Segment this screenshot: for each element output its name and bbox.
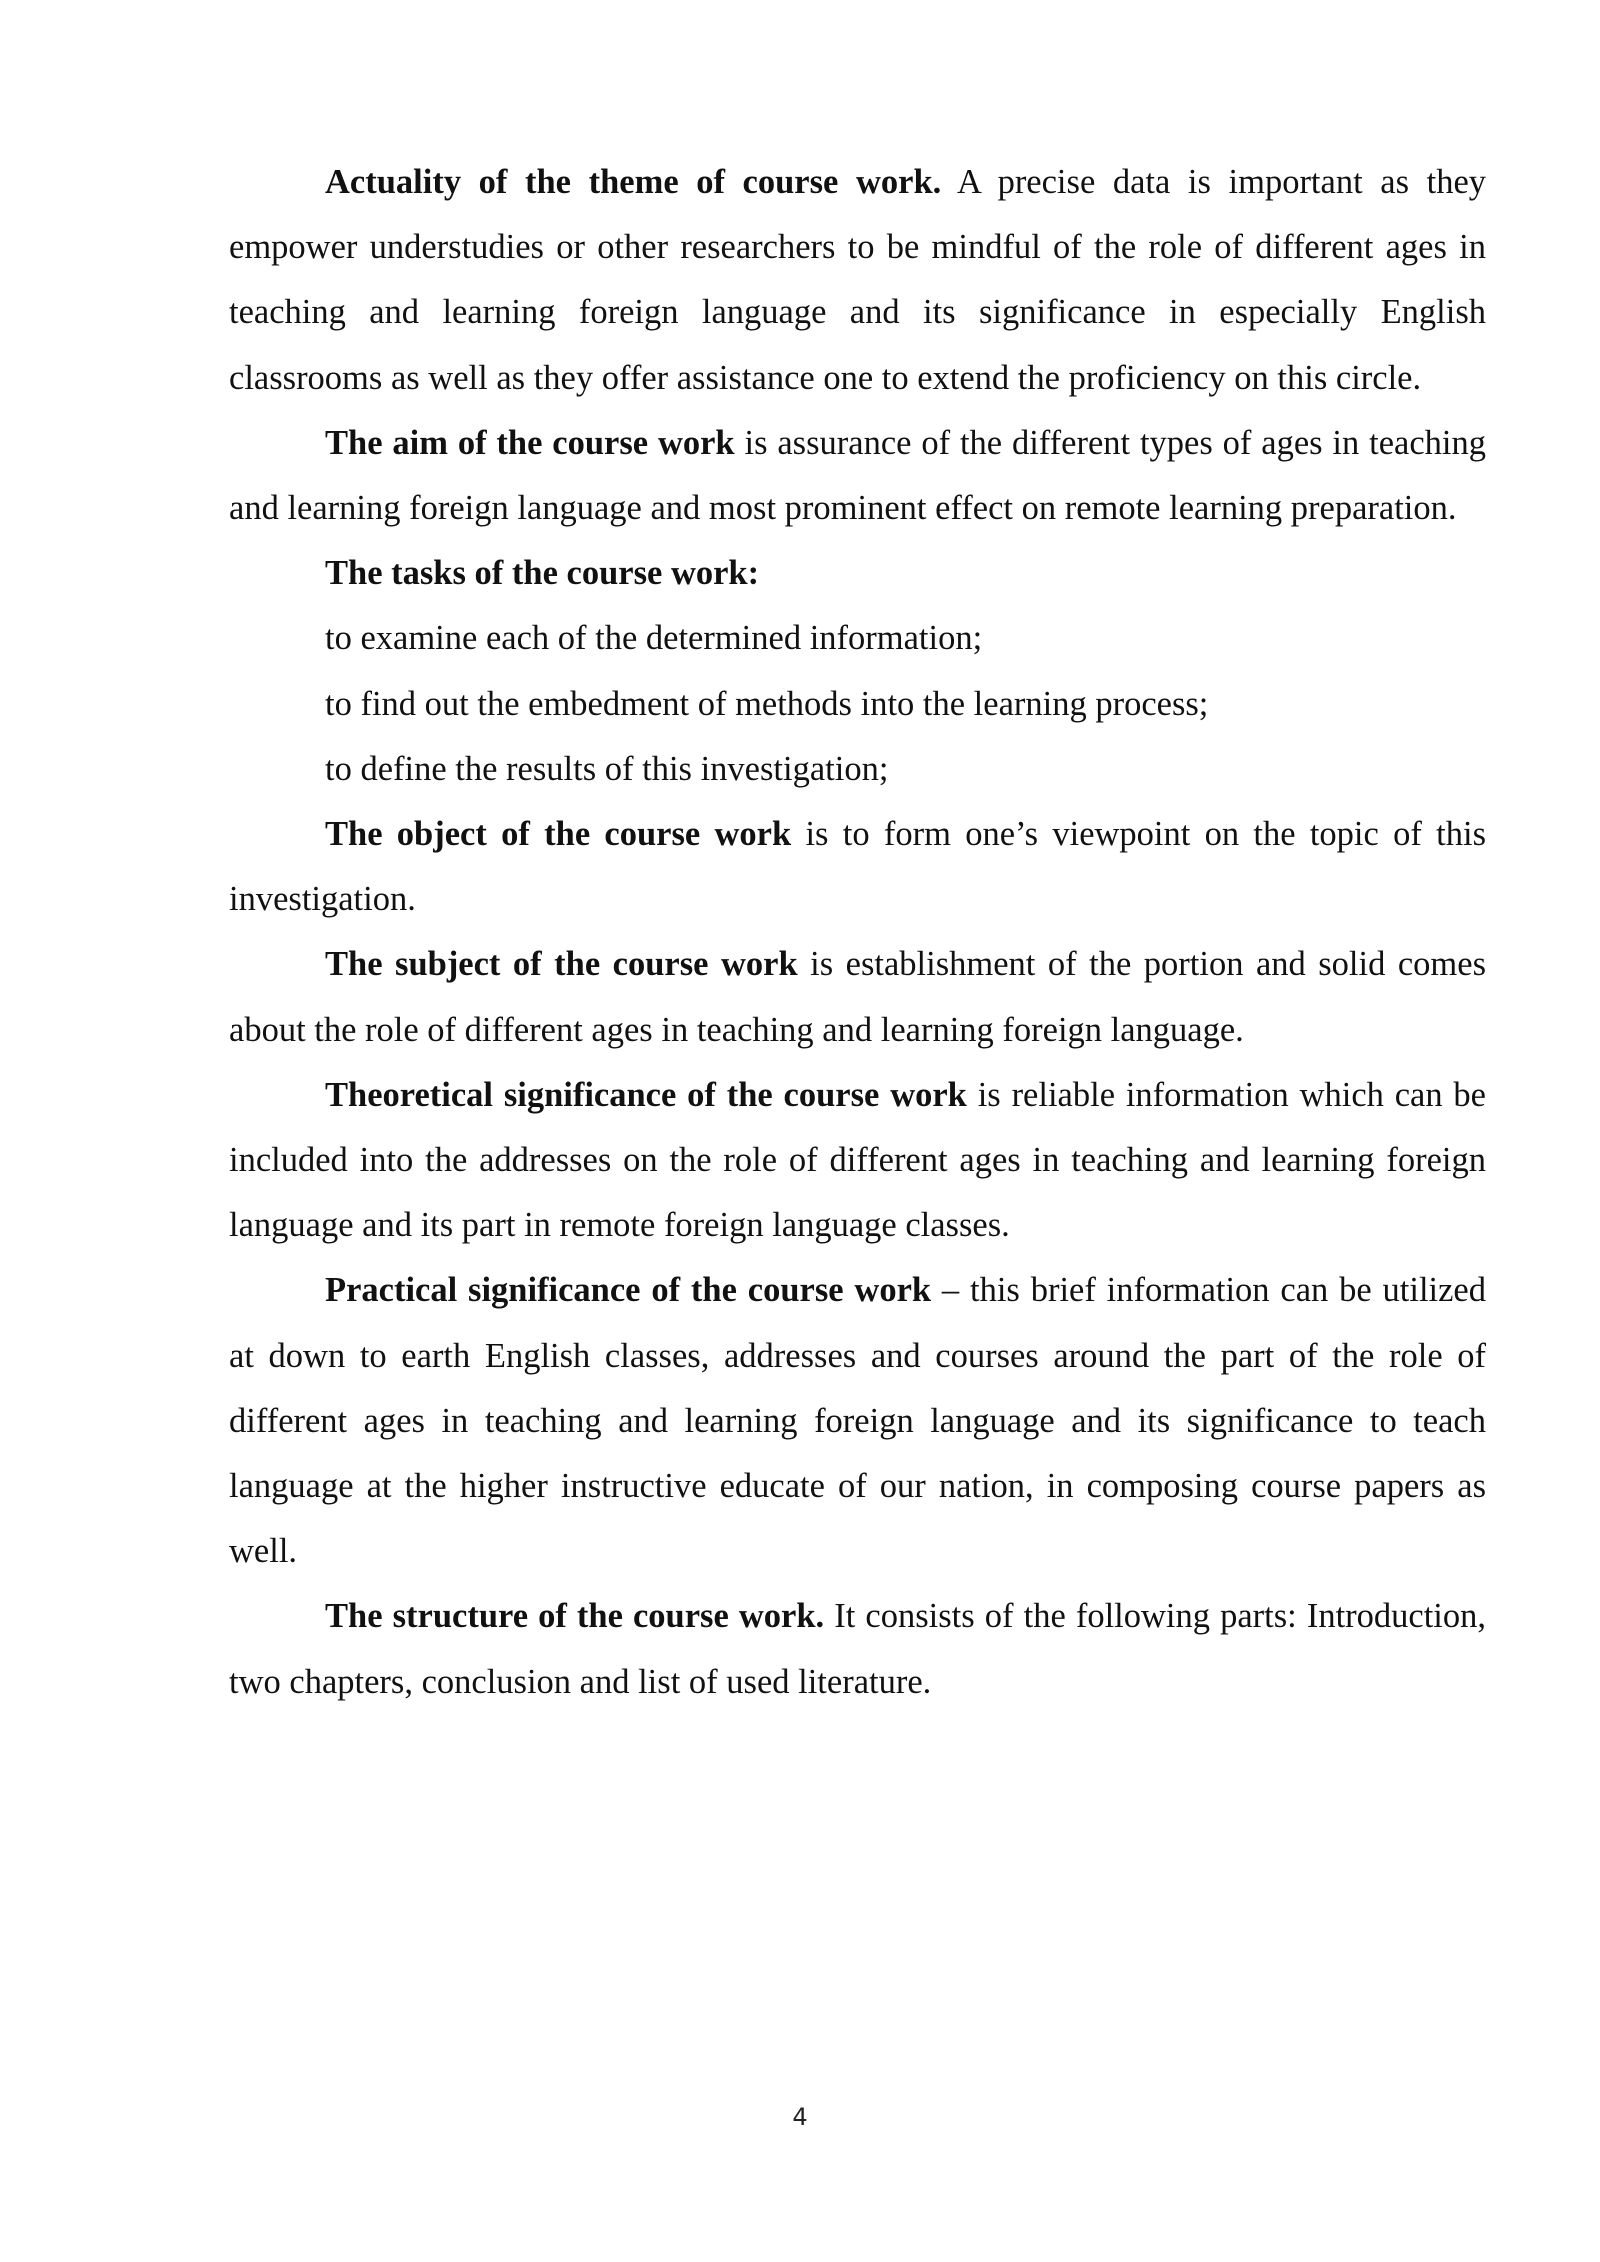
- paragraph-practical-significance: [229, 1258, 1486, 1584]
- paragraph-structure: [229, 1584, 1486, 1714]
- heading-practical-significance: Practical significance of the course work: [325, 1271, 932, 1310]
- heading-aim: The aim of the course work: [325, 423, 735, 462]
- text-actuality: A precise data is important as they empower understudies or other researchers to be mindful of the role of different ages in teaching and learning foreign language and its significance in especially English classrooms as well as they offer assistance one to extend the proficiency on this circle.: [229, 163, 1487, 397]
- heading-object: The object of the course work: [325, 815, 792, 854]
- heading-tasks: The tasks of the course work:: [325, 554, 760, 593]
- paragraph-tasks: [229, 541, 1486, 606]
- text-aim: is assurance of the different types of ages in teaching and learning foreign language and most prominent effect on remote learning preparation.: [229, 423, 1486, 528]
- heading-subject: The subject of the course work: [325, 945, 798, 984]
- text-subject: is establishment of the portion and solid comes about the role of different ages in teaching and learning foreign language.: [229, 945, 1486, 1049]
- task-item: to define the results of this investigation;: [325, 749, 889, 788]
- page-number: 4: [792, 2103, 808, 2131]
- text-practical-significance: – this brief information can be utilized at down to earth English classes, addresses and courses around the part of the role of different ages in teaching and learning foreign language and its significance to teach language at the higher instructive educate of our nation, in composing course papers as well.: [229, 1271, 1486, 1571]
- task-item: to find out the embedment of methods into the learning process;: [325, 684, 1209, 723]
- page-body: [229, 150, 1486, 1715]
- heading-actuality: Actuality of the theme of course work.: [325, 163, 942, 201]
- paragraph-object: [229, 802, 1486, 932]
- text-structure: It consists of the following parts: Introduction, two chapters, conclusion and list of used literature.: [229, 1597, 1486, 1701]
- task-item: to examine each of the determined information;: [325, 619, 983, 658]
- text-object: is to form one’s viewpoint on the topic of this investigation.: [229, 815, 1486, 919]
- heading-structure: The structure of the course work.: [325, 1597, 825, 1636]
- heading-theoretical-significance: Theoretical significance of the course work: [325, 1075, 967, 1114]
- paragraph-aim: [229, 411, 1486, 541]
- paragraph-theoretical-significance: [229, 1063, 1486, 1259]
- paragraph-actuality: [229, 150, 1486, 411]
- paragraph-subject: [229, 932, 1486, 1062]
- text-theoretical-significance: is reliable information which can be included into the addresses on the role of different ages in teaching and learning foreign language and its part in remote foreign language classes.: [229, 1075, 1486, 1245]
